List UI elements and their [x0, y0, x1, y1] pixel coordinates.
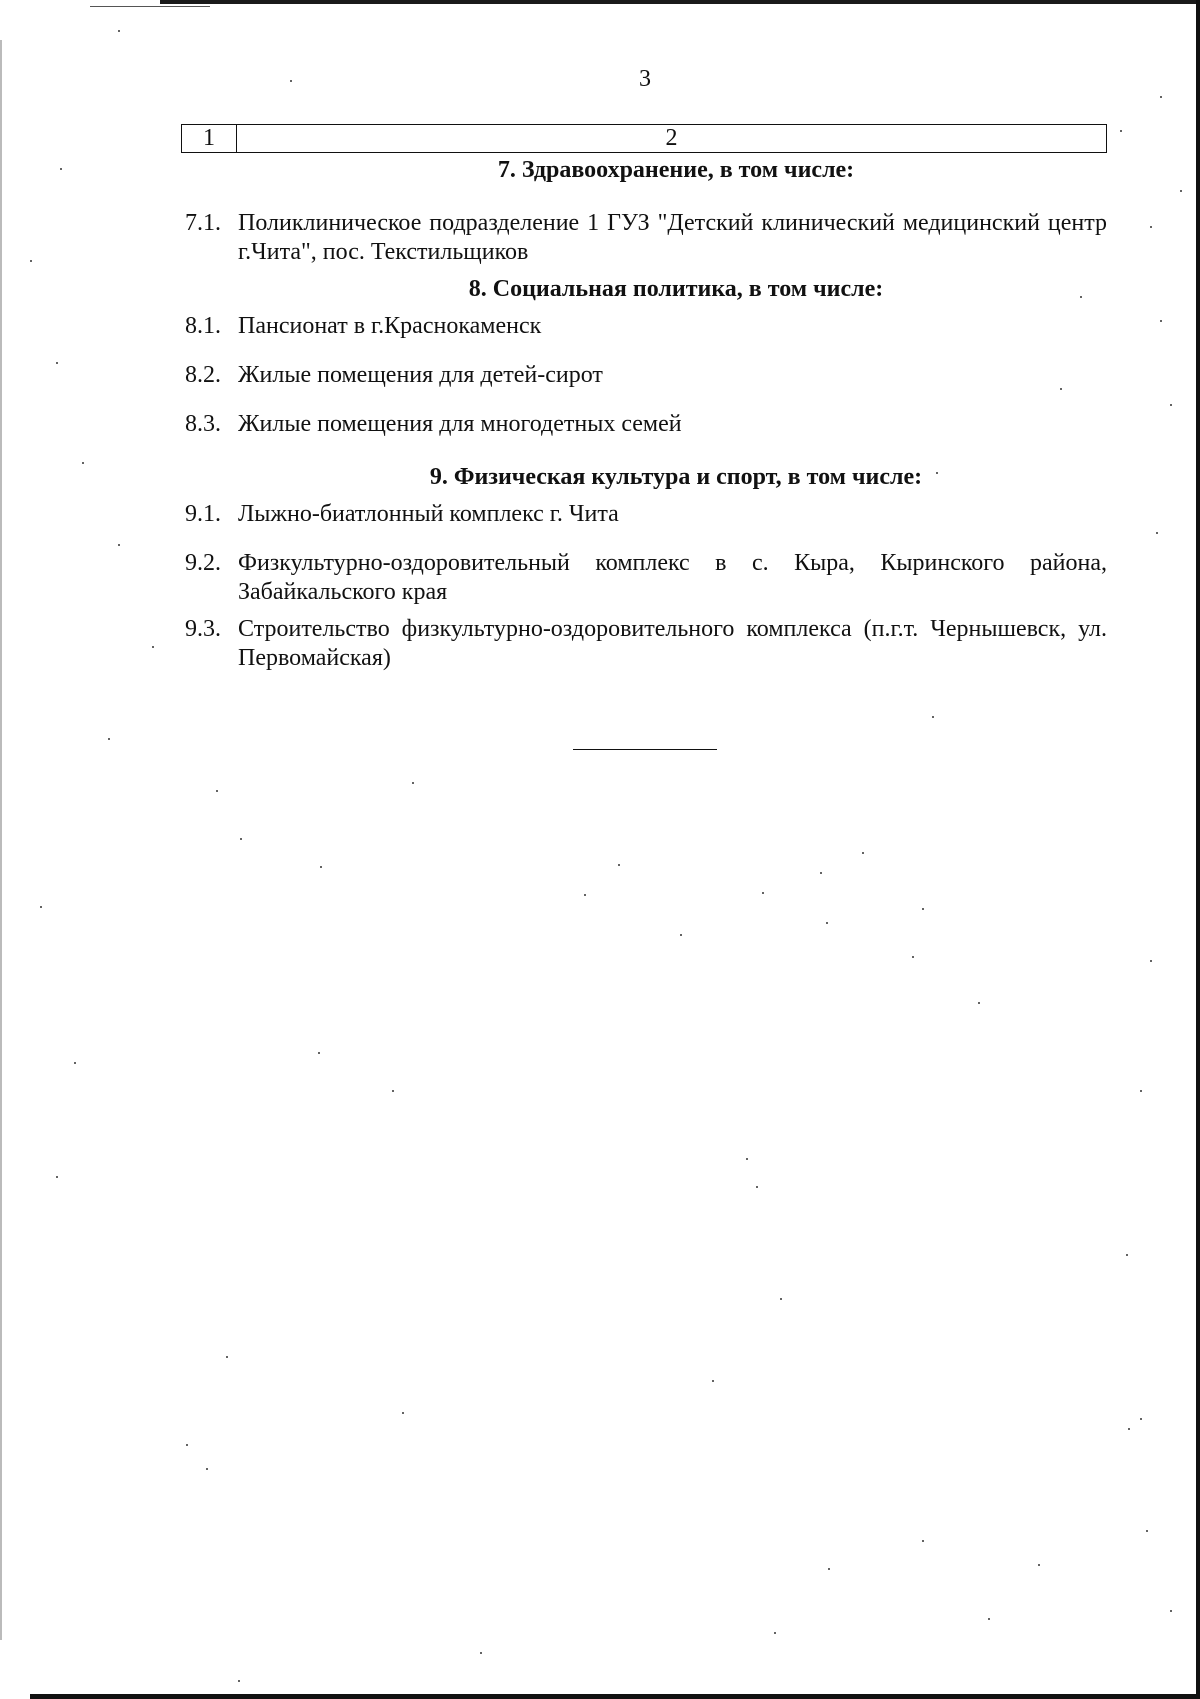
item-text: Жилые помещения для детей-сирот	[238, 362, 603, 388]
list-item	[185, 615, 1107, 673]
item-number: 9.3.	[185, 616, 221, 642]
list-item	[185, 209, 1107, 267]
item-text: Пансионат в г.Краснокаменск	[238, 313, 542, 339]
column-number-row	[181, 124, 1107, 153]
item-text: Строительство физкультурно-оздоровительного комплекса (п.г.т. Чернышевск, ул. Первомайская)	[238, 616, 1107, 671]
item-number: 8.3.	[185, 411, 221, 437]
item-text: Поликлиническое подразделение 1 ГУЗ "Детский клинический медицинский центр г.Чита", пос. Текстильщиков	[238, 210, 1107, 265]
end-of-list-rule	[573, 749, 717, 750]
scan-edge-right	[1196, 0, 1200, 1699]
scan-edge-top	[160, 0, 1200, 4]
item-number: 9.1.	[185, 501, 221, 527]
scan-edge-bottom	[30, 1694, 1200, 1699]
column-number-2: 2	[665, 125, 678, 151]
section-heading-sport: 9. Физическая культура и спорт, в том числе:	[429, 464, 923, 490]
list-item	[185, 361, 1107, 390]
item-text: Жилые помещения для многодетных семей	[238, 411, 682, 437]
item-number: 8.2.	[185, 362, 221, 388]
list-item	[185, 312, 1107, 341]
list-item	[185, 410, 1107, 439]
item-text: Лыжно-биатлонный комплекс г. Чита	[238, 501, 619, 527]
section-heading-healthcare: 7. Здравоохранение, в том числе:	[497, 157, 855, 183]
scan-edge-top-thin	[90, 6, 210, 7]
column-number-1: 1	[182, 125, 237, 152]
scan-edge-left	[0, 40, 2, 1640]
item-number: 9.2.	[185, 550, 221, 576]
item-number: 7.1.	[185, 210, 221, 236]
section-heading-social-policy: 8. Социальная политика, в том числе:	[468, 276, 884, 302]
item-text: Физкультурно-оздоровительный комплекс в с. Кыра, Кыринского района, Забайкальского края	[238, 550, 1107, 605]
page-number: 3	[639, 66, 651, 92]
list-item	[185, 549, 1107, 607]
document-body	[185, 156, 1107, 673]
item-number: 8.1.	[185, 313, 221, 339]
list-item	[185, 500, 1107, 529]
